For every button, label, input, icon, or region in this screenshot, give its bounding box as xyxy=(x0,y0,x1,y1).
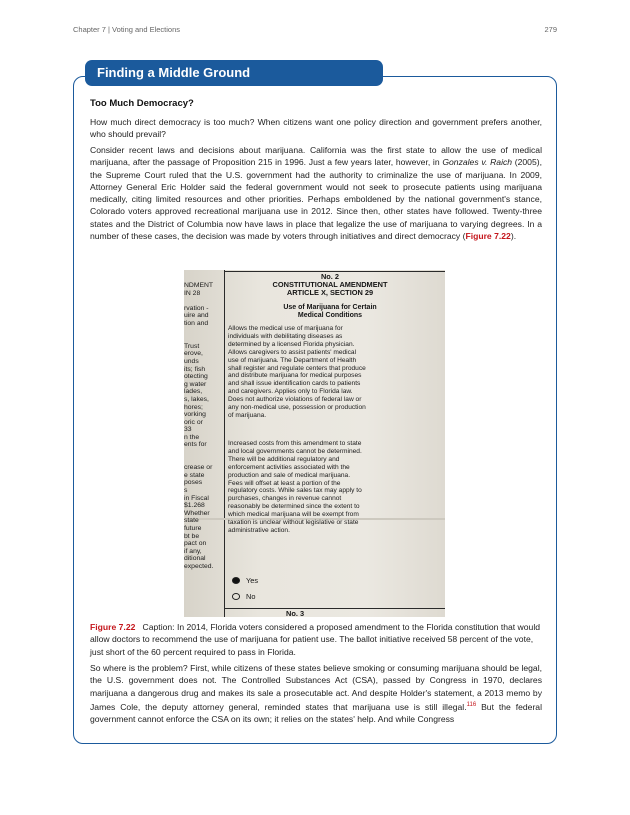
paragraph-3-text-a: So where is the problem? First, while citizens of these states believe smoking or consuming marijuana should be legal, the U.S. government does not. The Controlled Substances Act (CSA), passed by Congress in 1970, declares marijuana a dangerous drug and makes its sale a prosecutable act. And despite Holder's statement, a 2013 memo by James Cole, the deputy attorney general, reminded states that marijuana use is still illegal. xyxy=(90,663,542,712)
paragraph-2-text-b: (2005), the Supreme Court ruled that the U.S. government had the authority to criminalize the use of marijuana. In 2009, Attorney General Eric Holder said the federal government would not seek to prosecute patients using marijuana medically, citing limited resources and other priorities. Perhaps emboldened by the national government's stance, Colorado voters approved recreational marijuana use in 2012. Since then, other states have followed. Twenty-three states and the District of Columbia now have laws in place that legalize the use of marijuana to varying degrees. In a number of these cases, the decision was made by voters through initiatives and direct democracy ( xyxy=(90,157,542,242)
paragraph-2 xyxy=(90,144,542,242)
ballot-photo xyxy=(184,270,445,617)
ballot-choice-no-label: No xyxy=(246,592,256,601)
empty-oval-icon xyxy=(232,593,240,600)
ballot-bottom-rule xyxy=(224,608,445,609)
ballot-heading-1: CONSTITUTIONAL AMENDMENT xyxy=(272,280,388,290)
ballot-heading-2: ARTICLE X, SECTION 29 xyxy=(286,288,374,298)
chapter-title: Chapter 7 | Voting and Elections xyxy=(73,25,181,34)
figure-label: Figure 7.22 xyxy=(90,622,136,632)
paragraph-3 xyxy=(90,662,542,725)
paragraph-1: How much direct democracy is too much? When citizens want one policy direction and government prefers another, who should prevail? xyxy=(90,117,542,140)
ballot-column-divider xyxy=(224,270,225,617)
figure-caption-text: Caption: In 2014, Florida voters considered a proposed amendment to the Florida constitution that would allow doctors to recommend the use of marijuana for patient use. The ballot initiative received 58 percent of the vote, just short of the 60 percent required to pass in Florida. xyxy=(90,622,541,657)
ballot-left-column: NDMENT IN 28 rvation - uire and tion and Trust erove, unds its; fish otecting g water lades, s, lakes, hores; vorking oric or 33 n the ents for crease or e state poses s in Fiscal $1.268 Whether state future bt be pact on if any, ditional expected. xyxy=(184,282,214,570)
section-subhead: Too Much Democracy? xyxy=(90,98,194,109)
ballot-subject-2: Medical Conditions xyxy=(297,312,363,319)
ballot-fiscal-impact: Increased costs from this amendment to state and local governments cannot be determined. There will be additional regulatory and enforcement activities associated with the production and sale of medical marijuana. Fees will offset at least a portion of the regulatory costs. While sales tax may apply to purchases, changes in revenue cannot reasonably be determined since the extent to which medical marijuana will be exempt from taxation is unclear without legislative or state administrative action. xyxy=(228,440,362,534)
page-number: 279 xyxy=(544,25,557,34)
ballot-next-number: No. 3 xyxy=(286,609,305,617)
ballot-summary: Allows the medical use of marijuana for individuals with debilitating diseases as determined by a licensed Florida physician. Allows caregivers to assist patients' medical use of marijuana. The Department of Health shall register and regulate centers that produce and distribute marijuana for medical purposes and shall issue identification cards to patients and caregivers. Applies only to Florida law. Does not authorize violations of federal law or any non-medical use, possession or production of marijuana. xyxy=(228,325,366,419)
ballot-heading xyxy=(230,273,430,298)
ballot-choice-yes-label: Yes xyxy=(246,576,259,585)
figure-caption xyxy=(90,621,542,658)
ballot-subject-1: Use of Marijuana for Certain xyxy=(283,304,377,311)
ballot-number: No. 2 xyxy=(320,272,340,281)
ballot-subject xyxy=(230,304,430,320)
endnote-link[interactable]: 116 xyxy=(466,701,477,708)
figure-link[interactable]: Figure 7.22 xyxy=(465,231,511,242)
running-head xyxy=(73,25,557,34)
paragraph-2-text-a: Consider recent laws and decisions about marijuana. California was the first state to allow the use of medical marijuana, after the passage of Proposition 215 in 1996. Just a few years later, however, in xyxy=(90,145,542,168)
ballot-choice-yes xyxy=(232,576,258,585)
feature-title: Finding a Middle Ground xyxy=(85,60,383,86)
case-name: Gonzales v. Raich xyxy=(442,157,513,168)
paragraph-2-text-c: ). xyxy=(510,231,517,242)
paragraph-3-text-b: But the federal government cannot enforce the CSA on its own; it relies on the states' help. And while Congress xyxy=(90,701,542,725)
filled-oval-icon xyxy=(232,577,240,584)
ballot-choice-no xyxy=(232,592,255,601)
